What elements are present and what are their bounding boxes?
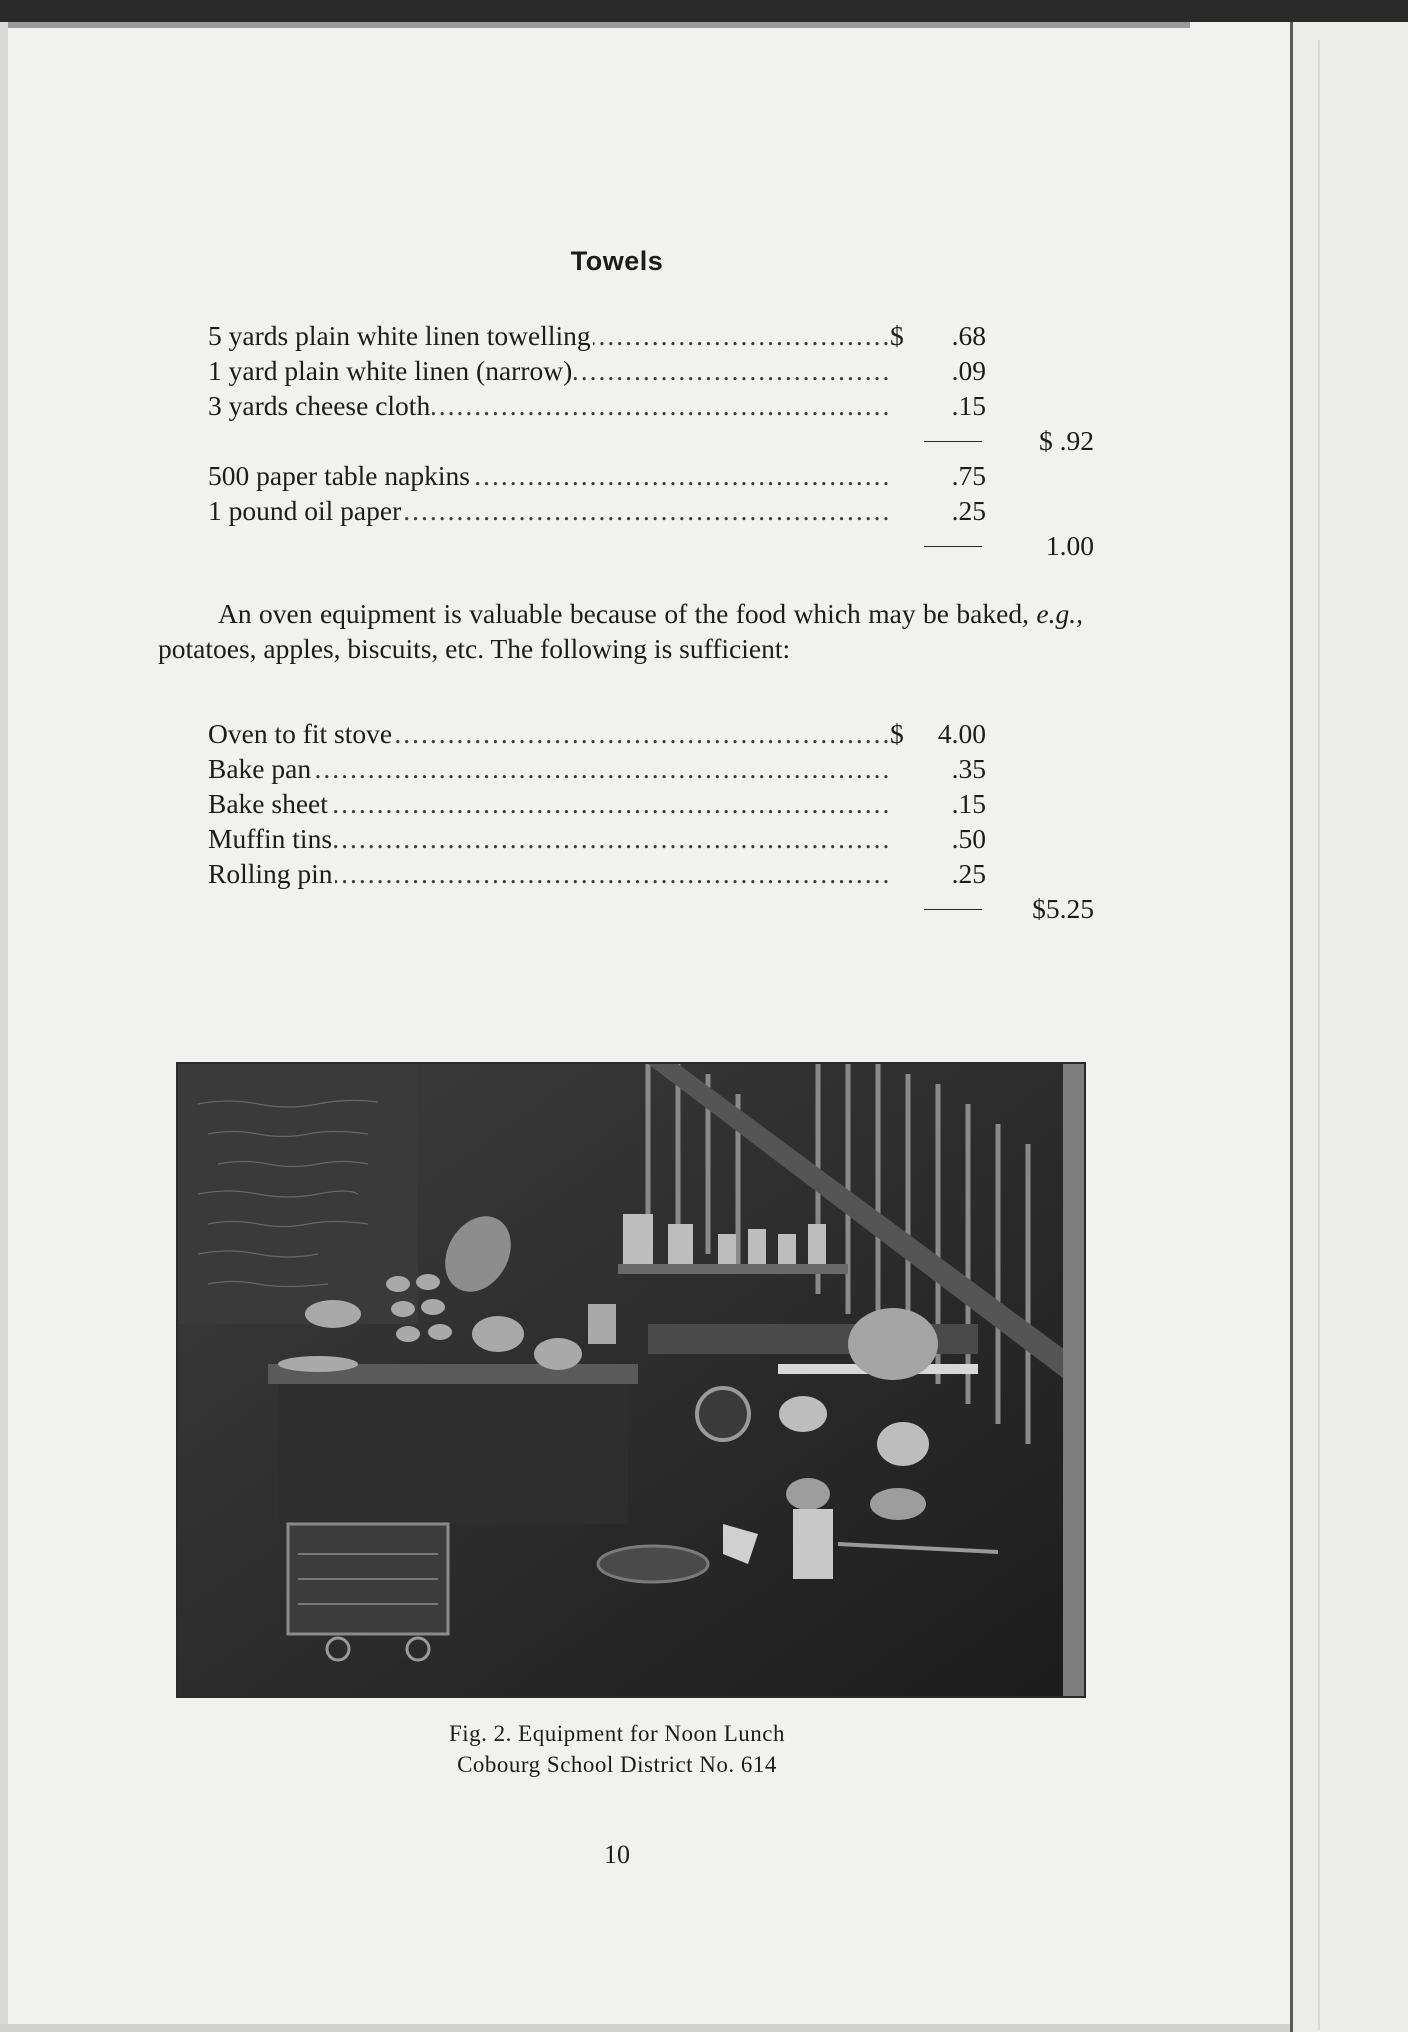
scan-left-edge — [0, 22, 8, 2032]
ledger-row — [208, 493, 1088, 528]
section-heading-towels: Towels — [570, 246, 664, 276]
book-page — [8, 28, 1290, 2024]
item-label: 1 pound oil paper — [208, 495, 402, 526]
ledger-row — [208, 786, 1088, 821]
item-amount: .68 — [951, 320, 986, 351]
ledger-row — [208, 388, 1088, 423]
subtotal-rule — [924, 909, 982, 910]
page-number: 10 — [604, 1840, 630, 1869]
item-amount: .25 — [951, 495, 986, 526]
subtotal-amount: 1.00 — [1045, 530, 1094, 561]
item-amount: .35 — [951, 753, 986, 784]
subtotal-rule — [924, 546, 982, 547]
paragraph-text: An oven equipment is valuable because of the food which may be baked, — [218, 598, 1037, 629]
photo-illustration — [178, 1064, 1084, 1696]
item-label: Rolling pin — [208, 858, 333, 889]
oven-ledger — [208, 716, 1094, 926]
ledger-row — [208, 821, 1088, 856]
scan-bottom-edge — [0, 2024, 1290, 2032]
paragraph-italic-text: e.g., — [1036, 598, 1083, 629]
subtotal-row — [208, 528, 1094, 563]
adjacent-page-edge — [1290, 22, 1408, 2032]
subtotal-row — [208, 891, 1094, 926]
caption-line: Fig. 2. Equipment for Noon Lunch — [448, 1721, 786, 1746]
item-amount: .09 — [951, 355, 986, 386]
ledger-row — [208, 856, 1088, 891]
towels-ledger — [208, 318, 1094, 563]
item-amount: 4.00 — [937, 718, 986, 749]
ledger-row — [208, 458, 1088, 493]
adjacent-page-fold — [1318, 40, 1320, 2030]
item-label: Bake sheet — [208, 788, 328, 819]
ledger-row — [208, 716, 1088, 751]
ledger-row — [208, 318, 1088, 353]
ledger-row — [208, 751, 1088, 786]
subtotal-rule — [924, 441, 982, 442]
item-amount: .25 — [951, 858, 986, 889]
item-label: 1 yard plain white linen (narrow) — [208, 355, 573, 386]
ledger-row — [208, 353, 1088, 388]
caption-line: Cobourg School District No. 614 — [457, 1752, 777, 1777]
item-label: 500 paper table napkins — [208, 460, 470, 491]
item-label: Bake pan — [208, 753, 312, 784]
paragraph-text: potatoes, apples, biscuits, etc. The following is sufficient: — [158, 633, 791, 664]
item-label: Oven to fit stove — [208, 718, 393, 749]
item-label: 3 yards cheese cloth — [208, 390, 431, 421]
item-label: Muffin tins — [208, 823, 333, 854]
oven-intro-paragraph — [158, 596, 1083, 666]
item-amount: .15 — [951, 788, 986, 819]
figure-caption — [8, 1718, 1226, 1780]
subtotal-amount: $ .92 — [1039, 425, 1094, 456]
item-amount: .50 — [951, 823, 986, 854]
chalkboard — [178, 1064, 418, 1324]
item-amount: .15 — [951, 390, 986, 421]
item-label: 5 yards plain white linen towelling — [208, 320, 591, 351]
scan-top-edge — [0, 0, 1408, 22]
subtotal-amount: $5.25 — [1032, 893, 1094, 924]
dollar-sign: $ — [890, 320, 904, 351]
subtotal-row — [208, 423, 1094, 458]
figure-photograph — [176, 1062, 1086, 1698]
item-amount: .75 — [951, 460, 986, 491]
dollar-sign: $ — [890, 718, 904, 749]
kettle — [848, 1308, 938, 1380]
